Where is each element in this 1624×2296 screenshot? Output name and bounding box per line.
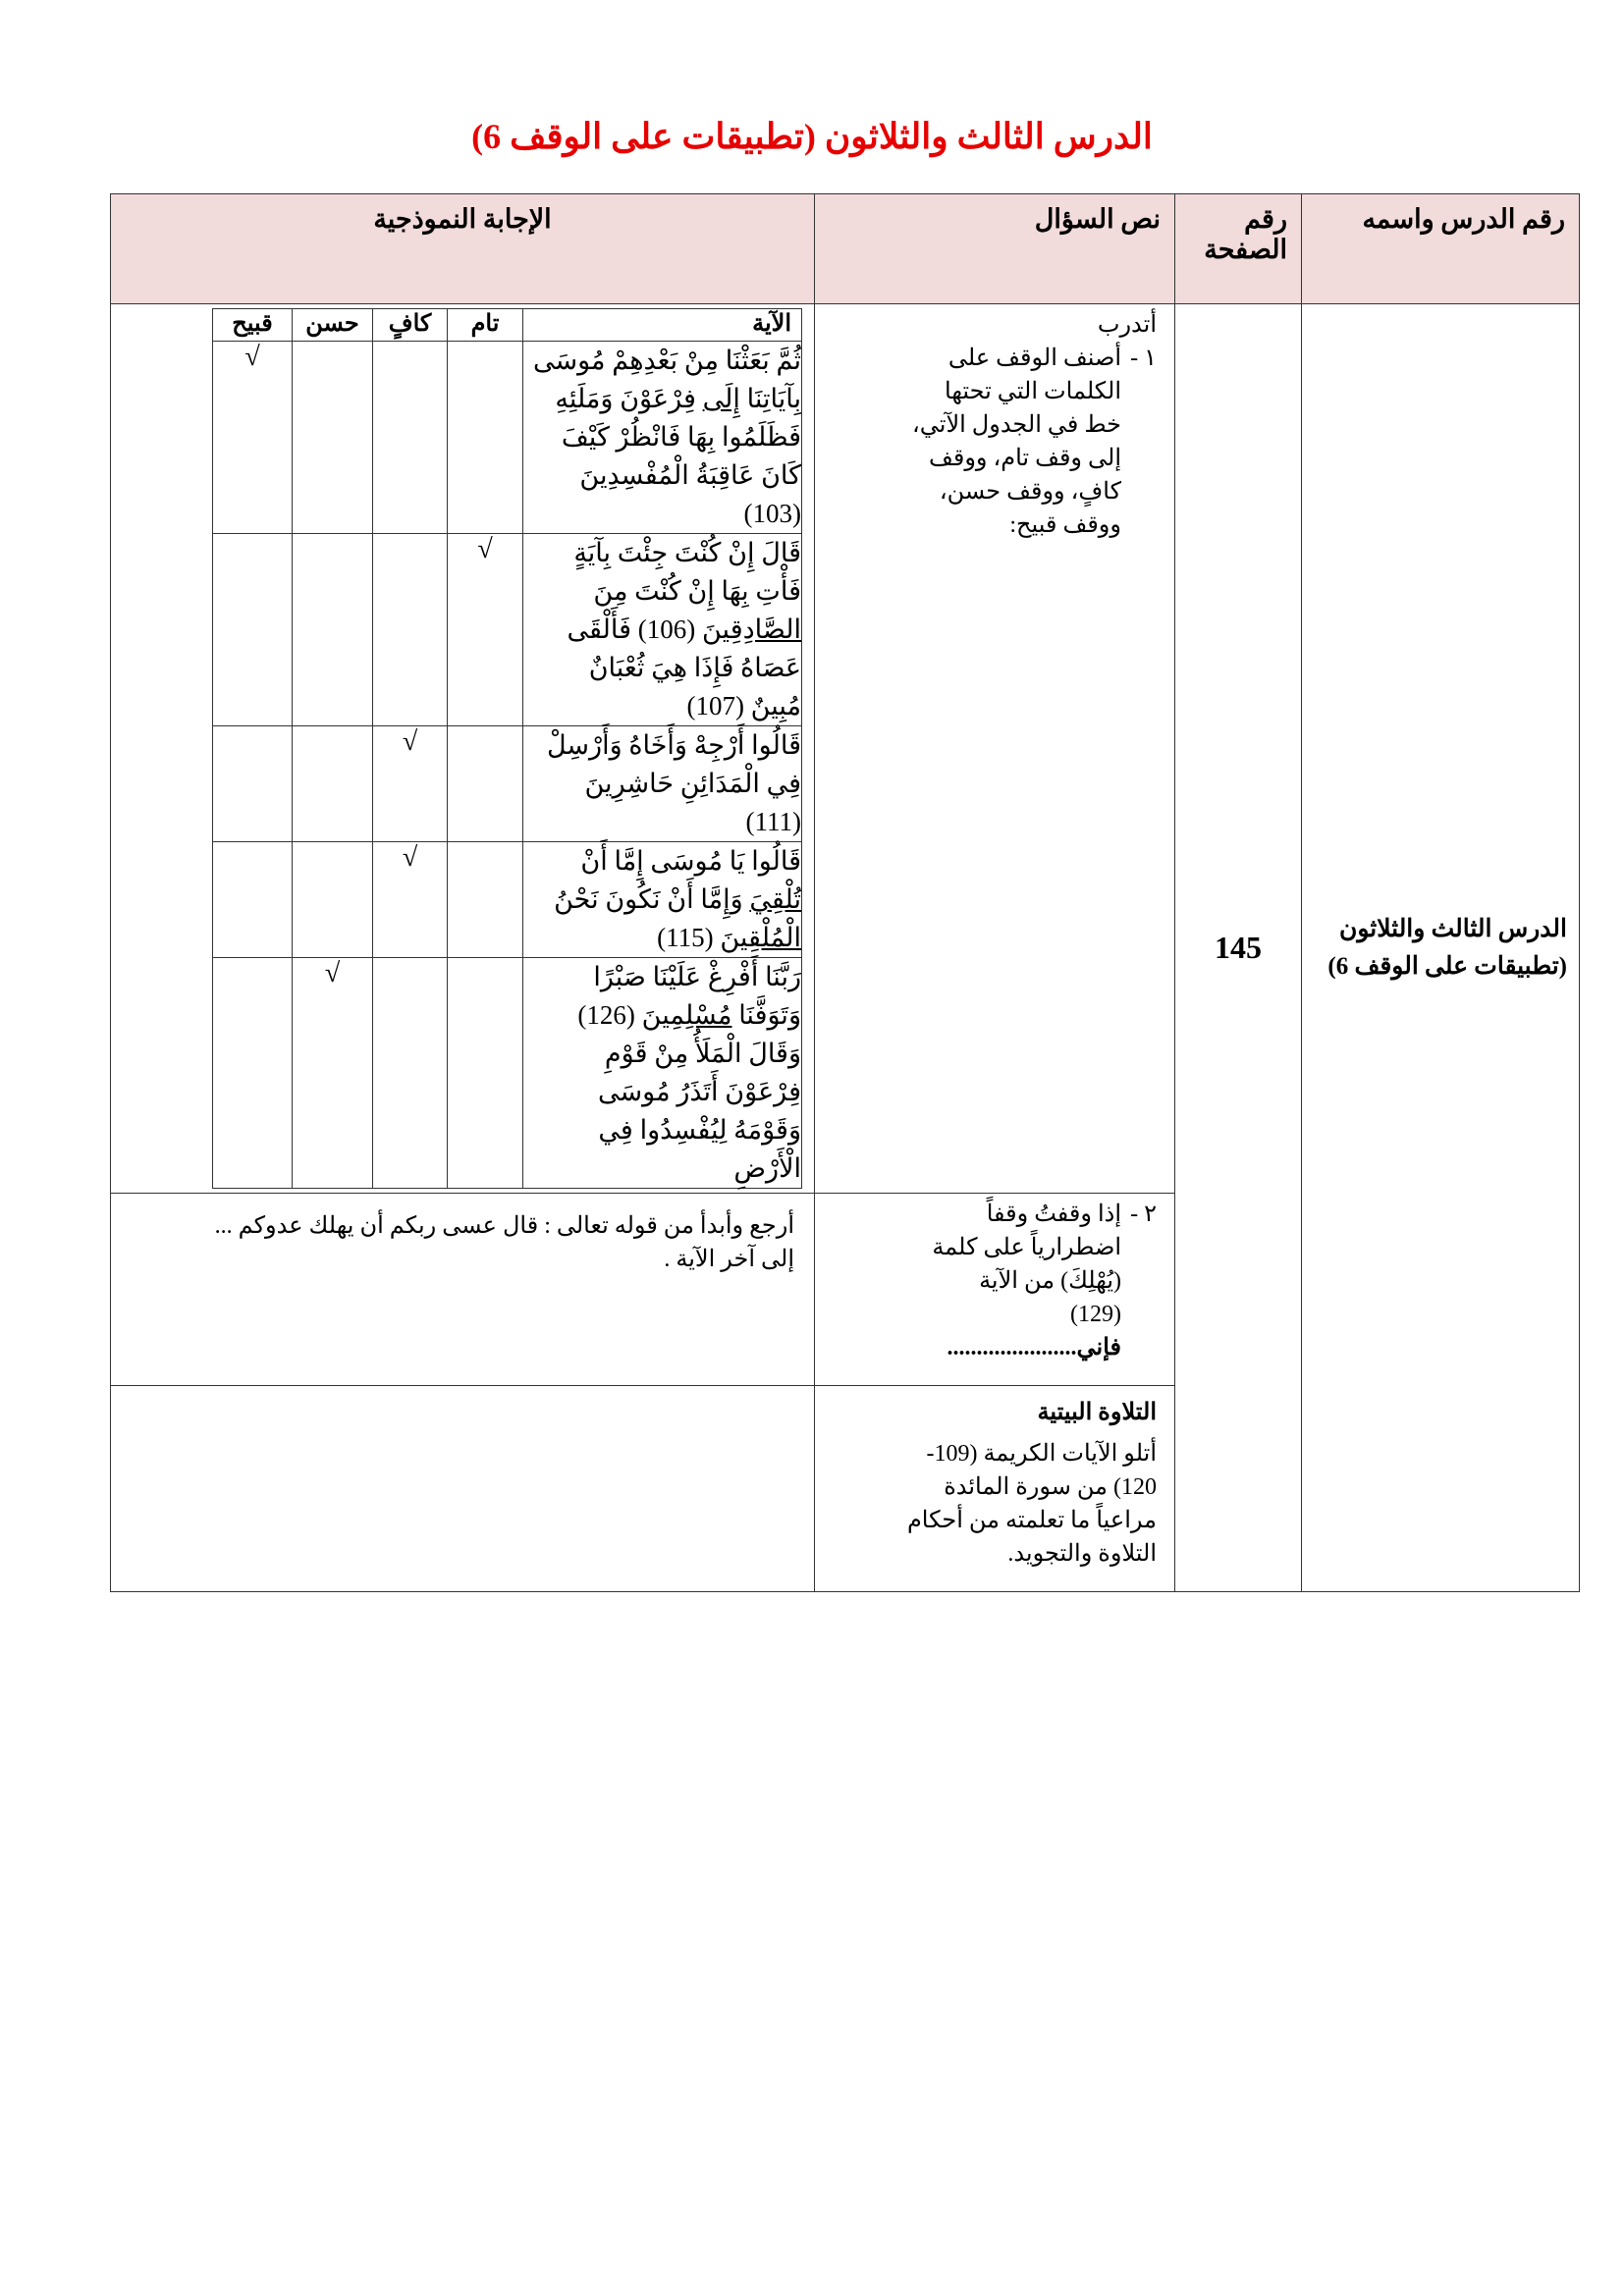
page-title: الدرس الثالث والثلاثون (تطبيقات على الوقف 6) xyxy=(471,117,1153,156)
lesson-table xyxy=(110,193,1580,1592)
header-question: نص السؤال xyxy=(815,194,1175,304)
ayah-line xyxy=(523,495,801,533)
ayah-segment: (106) فَأَلْقَى xyxy=(567,614,702,644)
answer-1 xyxy=(111,304,815,1194)
question-1-line: أصنف الوقف على xyxy=(947,346,1121,371)
ayah-text xyxy=(523,534,802,726)
waqf-cell-kaf xyxy=(373,534,448,726)
question-3 xyxy=(815,1386,1175,1592)
page-number: 145 xyxy=(1175,304,1302,1592)
waqf-row xyxy=(213,958,802,1189)
ayah-segment: وَتَوَفَّنَا xyxy=(731,1000,801,1030)
waqf-cell-kaf xyxy=(373,726,448,842)
waqf-cell-tam xyxy=(448,958,523,1189)
ayah-segment: (115) xyxy=(657,923,721,952)
ayah-segment: ثُمَّ بَعَثْنَا مِنْ بَعْدِهِمْ مُوسَى xyxy=(532,346,801,375)
ayah-segment: (111) xyxy=(745,807,801,836)
ayah-segment: فِرْعَوْنَ وَمَلَئِهِ xyxy=(555,384,703,413)
answer-3 xyxy=(111,1386,815,1592)
waqf-header-qabih: قبيح xyxy=(213,309,293,342)
waqf-cell-hasan xyxy=(293,342,373,534)
ayah-segment: مُبِينٌ (107) xyxy=(686,691,801,721)
question-1 xyxy=(815,304,1175,1194)
question-2-line: اضطرارياً على كلمة xyxy=(932,1235,1121,1260)
question-2-line: (129) xyxy=(1070,1302,1121,1327)
question-3-heading: التلاوة البيتية xyxy=(1037,1400,1157,1425)
waqf-cell-qabih xyxy=(213,958,293,1189)
ayah-segment: فِرْعَوْنَ أَتَذَرُ مُوسَى xyxy=(598,1077,801,1106)
answer-2 xyxy=(111,1194,815,1386)
lesson-name: الدرس الثالث والثلاثون (تطبيقات على الوقف 6) xyxy=(1302,304,1580,1592)
underlined-word: الصَّادِقِينَ xyxy=(702,614,801,644)
header-answer: الإجابة النموذجية xyxy=(111,194,815,304)
ayah-line xyxy=(523,649,801,687)
ayah-segment: كَانَ عَاقِبَةُ الْمُفْسِدِينَ xyxy=(579,460,801,490)
header-row xyxy=(111,194,1580,304)
ayah-segment: قَالَ إِنْ كُنْتَ جِئْتَ بِآيَةٍ xyxy=(573,538,801,567)
waqf-cell-hasan xyxy=(293,726,373,842)
waqf-cell-qabih xyxy=(213,534,293,726)
ayah-line xyxy=(523,534,801,572)
ayah-line xyxy=(523,418,801,456)
waqf-row xyxy=(213,534,802,726)
ayah-line xyxy=(523,456,801,495)
ayah-line xyxy=(523,380,801,418)
check-mark: √ xyxy=(477,534,493,564)
question-1-line: خط في الجدول الآتي، xyxy=(912,412,1121,438)
question-2-line: فإني...................... xyxy=(947,1335,1121,1361)
waqf-table xyxy=(212,308,802,1189)
ayah-line xyxy=(523,1111,801,1149)
ayah-segment: الْأَرْضِ xyxy=(733,1153,801,1183)
answer-2-line: أرجع وأبدأ من قوله تعالى : قال عسى ربكم أن يهلك عدوكم ... xyxy=(214,1213,794,1239)
underlined-word: إِلَى xyxy=(702,384,740,413)
waqf-header-ayah: الآية xyxy=(523,309,802,342)
question-1-heading: أتدرب xyxy=(1097,312,1157,338)
ayah-line xyxy=(523,611,801,649)
waqf-header-kaf: كافٍ xyxy=(373,309,448,342)
ayah-line xyxy=(523,919,801,957)
check-mark: √ xyxy=(402,842,418,873)
header-lesson: رقم الدرس واسمه xyxy=(1302,194,1580,304)
ayah-text xyxy=(523,726,802,842)
ayah-line xyxy=(523,572,801,611)
underlined-word: الْمُلْقِينَ xyxy=(720,923,801,952)
ayah-line xyxy=(523,1035,801,1073)
ayah-line xyxy=(523,1149,801,1188)
waqf-cell-tam xyxy=(448,842,523,958)
waqf-header-row xyxy=(213,309,802,342)
question-3-line: التلاوة والتجويد. xyxy=(1007,1541,1157,1567)
waqf-cell-qabih xyxy=(213,342,293,534)
ayah-line xyxy=(523,726,801,765)
ayah-segment: فَظَلَمُوا بِهَا فَانْظُرْ كَيْفَ xyxy=(561,422,801,452)
waqf-cell-kaf xyxy=(373,958,448,1189)
question-2-line: (يُهْلِكَ) من الآية xyxy=(979,1268,1121,1294)
waqf-cell-kaf xyxy=(373,342,448,534)
ayah-text xyxy=(523,842,802,958)
ayah-segment: رَبَّنَا أَفْرِغْ عَلَيْنَا صَبْرًا xyxy=(593,962,801,991)
question-2-number: ٢ - xyxy=(1130,1201,1157,1227)
ayah-line xyxy=(523,803,801,841)
underlined-word: تُلْقِيَ xyxy=(749,884,801,914)
underlined-word: مُسْلِمِينَ xyxy=(641,1000,732,1030)
question-3-line: مراعياً ما تعلمته من أحكام xyxy=(906,1508,1157,1533)
question-1-number: ١ - xyxy=(1130,346,1157,371)
question-1-line: إلى وقف تام، ووقف xyxy=(929,446,1121,471)
ayah-segment: فَأْتِ بِهَا إِنْ كُنْتَ مِنَ xyxy=(593,576,801,606)
ayah-segment: بِآيَاتِنَا xyxy=(739,384,801,413)
ayah-line xyxy=(523,765,801,803)
ayah-segment: وَقَوْمَهُ لِيُفْسِدُوا فِي xyxy=(598,1115,801,1145)
question-1-line: ووقف قبيح: xyxy=(1009,512,1121,538)
ayah-line xyxy=(523,342,801,380)
waqf-cell-qabih xyxy=(213,842,293,958)
waqf-cell-kaf xyxy=(373,842,448,958)
waqf-header-tam: تام xyxy=(448,309,523,342)
waqf-cell-qabih xyxy=(213,726,293,842)
waqf-row xyxy=(213,842,802,958)
check-mark: √ xyxy=(324,958,341,988)
question-3-line: أتلو الآيات الكريمة (109- xyxy=(926,1441,1157,1467)
answer-2-line: إلى آخر الآية . xyxy=(664,1247,794,1272)
ayah-segment: عَصَاهُ فَإِذَا هِيَ ثُعْبَانٌ xyxy=(588,653,801,682)
ayah-line xyxy=(523,996,801,1035)
question-2-line: إذا وقفتُ وقفاً xyxy=(986,1201,1121,1227)
row-question-1 xyxy=(111,304,1580,1194)
ayah-segment: (126) xyxy=(577,1000,642,1030)
waqf-row xyxy=(213,342,802,534)
waqf-cell-hasan xyxy=(293,842,373,958)
ayah-segment: وَقَالَ الْمَلَأُ مِنْ قَوْمِ xyxy=(604,1039,801,1068)
ayah-line xyxy=(523,1073,801,1111)
ayah-line xyxy=(523,687,801,725)
waqf-header-hasan: حسن xyxy=(293,309,373,342)
ayah-text xyxy=(523,342,802,534)
question-3-line: 120) من سورة المائدة xyxy=(944,1474,1157,1500)
ayah-segment: فِي الْمَدَائِنِ حَاشِرِينَ xyxy=(584,769,801,798)
ayah-segment: وَإِمَّا أَنْ نَكُونَ نَحْنُ xyxy=(554,884,750,914)
question-2 xyxy=(815,1194,1175,1386)
ayah-line xyxy=(523,881,801,919)
check-mark: √ xyxy=(402,726,418,757)
ayah-line xyxy=(523,842,801,881)
waqf-cell-hasan xyxy=(293,958,373,1189)
waqf-cell-tam xyxy=(448,534,523,726)
question-1-line: كافٍ، ووقف حسن، xyxy=(939,479,1121,505)
ayah-text xyxy=(523,958,802,1189)
question-1-line: الكلمات التي تحتها xyxy=(945,379,1121,404)
waqf-row xyxy=(213,726,802,842)
header-page: رقم الصفحة xyxy=(1175,194,1302,304)
ayah-segment: قَالُوا يَا مُوسَى إِمَّا أَنْ xyxy=(580,846,801,876)
check-mark: √ xyxy=(244,342,260,372)
ayah-segment: (103) xyxy=(743,499,801,528)
ayah-segment: قَالُوا أَرْجِهْ وَأَخَاهُ وَأَرْسِلْ xyxy=(546,730,801,760)
waqf-cell-tam xyxy=(448,726,523,842)
ayah-line xyxy=(523,958,801,996)
waqf-cell-tam xyxy=(448,342,523,534)
waqf-cell-hasan xyxy=(293,534,373,726)
